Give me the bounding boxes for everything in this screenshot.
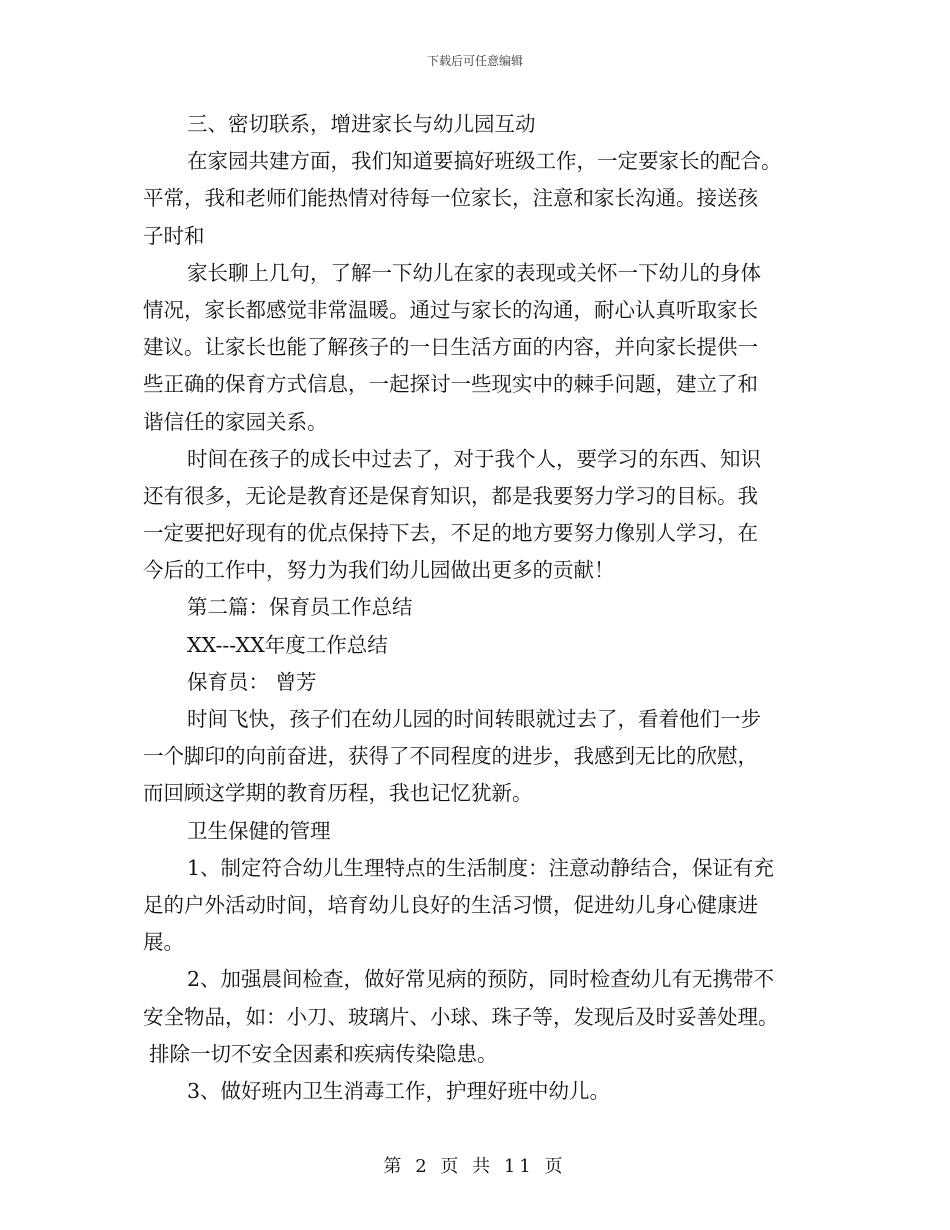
- section-heading: 第二篇：保育员工作总结: [187, 595, 413, 620]
- text-line: 2、加强晨间检查，做好常见病的预防，同时检查幼儿有无携带不: [187, 967, 775, 992]
- text-line: 些正确的保育方式信息，一起探讨一些现实中的棘手问题，建立了和: [143, 372, 758, 397]
- text-line: 时间在孩子的成长中过去了，对于我个人，要学习的东西、知识: [187, 446, 761, 471]
- text-line: 建议。让家长也能了解孩子的一日生活方面的内容，并向家长提供一: [143, 335, 758, 360]
- text-line: 三、密切联系，增进家长与幼儿园互动: [187, 112, 536, 136]
- text-line: 3、做好班内卫生消毒工作，护理好班中幼儿。: [187, 1078, 611, 1103]
- text-line: 子时和: [143, 223, 205, 248]
- text-line: 排除一切不安全因素和疾病传染隐患。: [149, 1041, 498, 1066]
- text-line: 足的户外活动时间，培育幼儿良好的生活习惯，促进幼儿身心健康进: [143, 892, 758, 917]
- author-line: 保育员： 曾芳: [187, 669, 317, 694]
- subheading: XX---XX年度工作总结: [187, 632, 388, 657]
- text-line: 而回顾这学期的教育历程，我也记忆犹新。: [143, 781, 533, 806]
- text-line: 安全物品，如：小刀、玻璃片、小球、珠子等，发现后及时妥善处理。: [143, 1004, 779, 1029]
- page-header: 下载后可任意编辑: [426, 54, 523, 68]
- text-line: 平常，我和老师们能热情对待每一位家长，注意和家长沟通。接送孩: [143, 186, 758, 211]
- text-line: 情况，家长都感觉非常温暖。通过与家长的沟通，耐心认真听取家长: [143, 297, 758, 322]
- text-line: 1、制定符合幼儿生理特点的生活制度：注意动静结合，保证有充: [187, 855, 775, 880]
- document-body: [143, 106, 815, 1110]
- text-line: 一个脚印的向前奋进，获得了不同程度的进步，我感到无比的欣慰，: [143, 744, 758, 769]
- text-line: 在家园共建方面，我们知道要搞好班级工作，一定要家长的配合。: [187, 149, 782, 174]
- text-line: 一定要把好现有的优点保持下去，不足的地方要努力像别人学习，在: [143, 521, 758, 546]
- text-line: 时间飞快，孩子们在幼儿园的时间转眼就过去了，看着他们一步: [187, 707, 761, 731]
- text-line: 展。: [143, 930, 184, 955]
- text-line: 今后的工作中，努力为我们幼儿园做出更多的贡献！: [143, 558, 615, 583]
- text-line: 谐信任的家园关系。: [143, 409, 328, 434]
- page-number: 第 2 页 共 11 页: [383, 1156, 567, 1177]
- text-line: 家长聊上几句，了解一下幼儿在家的表现或关怀一下幼儿的身体: [187, 260, 761, 285]
- subheading: 卫生保健的管理: [187, 818, 331, 843]
- text-line: 还有很多，无论是教育还是保育知识，都是我要努力学习的目标。我: [143, 483, 758, 508]
